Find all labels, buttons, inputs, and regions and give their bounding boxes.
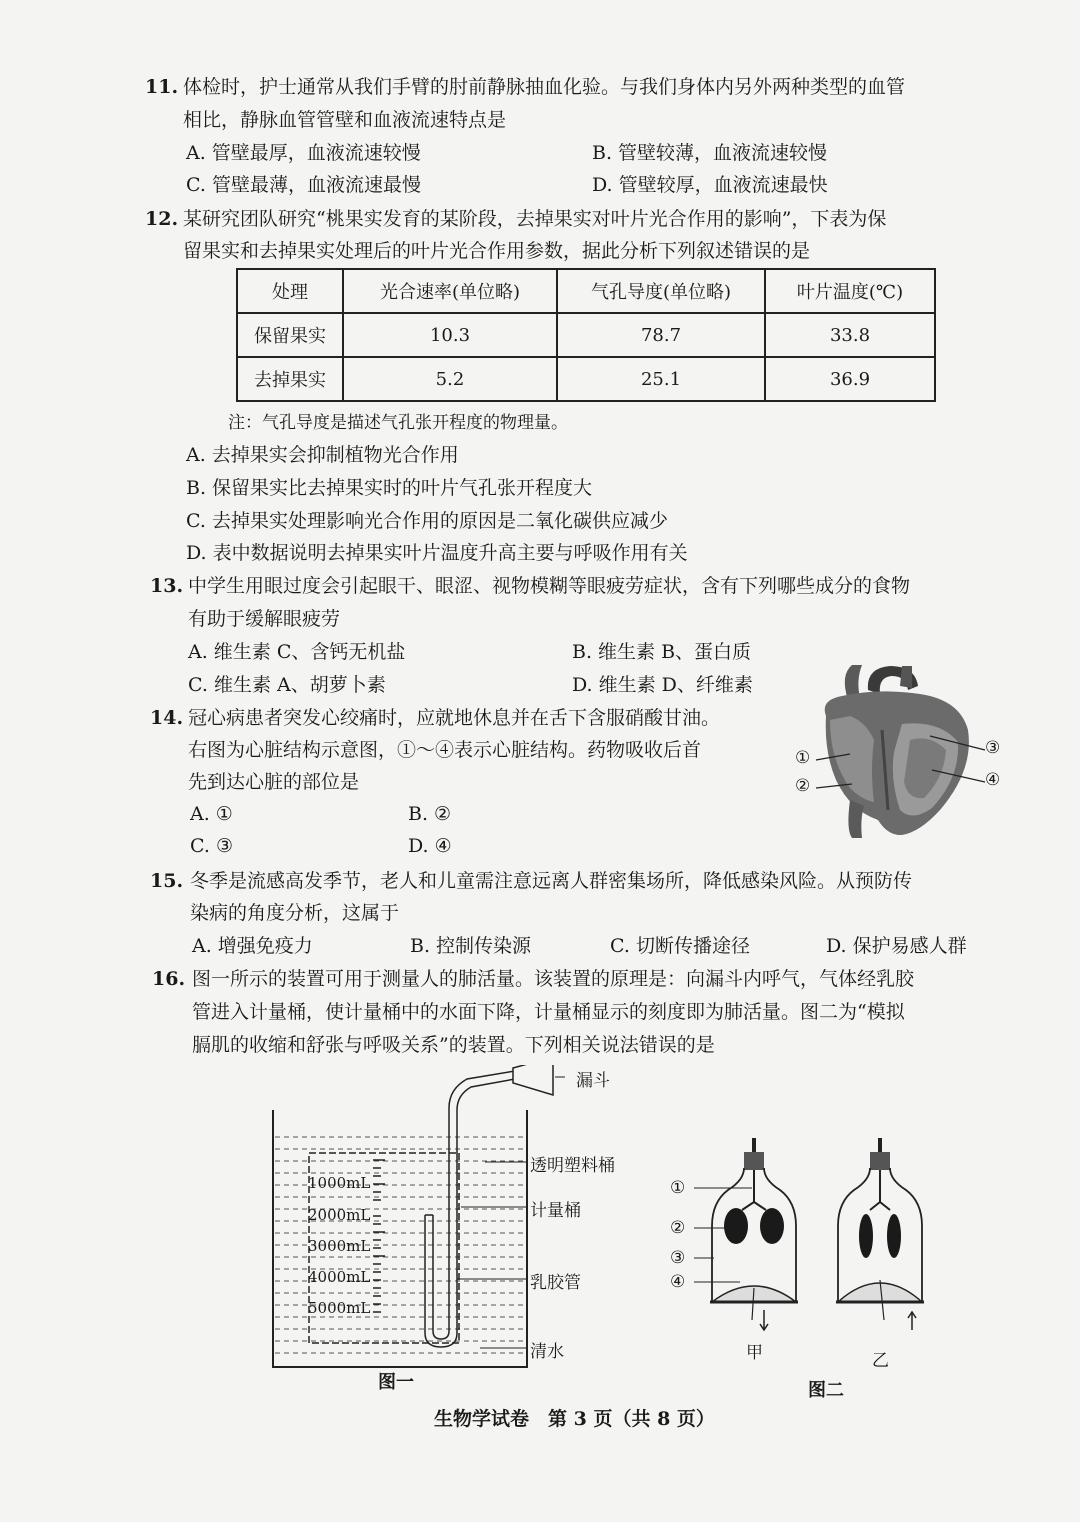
- q12-stem-line2: 留果实和去掉果实处理后的叶片光合作用参数，据此分析下列叙述错误的是: [183, 240, 811, 262]
- fig2-yi-label: 乙: [872, 1351, 889, 1371]
- table-cell: 33.8: [765, 313, 935, 357]
- q11-stem-line1: 体检时，护士通常从我们手臂的肘前静脉抽血化验。与我们身体内另外两种类型的血管: [183, 76, 906, 98]
- q16-stem-line3: 膈肌的收缩和舒张与呼吸关系”的装置。下列相关说法错误的是: [192, 1034, 715, 1056]
- q15-number: 15.: [150, 870, 184, 892]
- q13-number: 13.: [150, 575, 184, 597]
- q14-number: 14.: [150, 707, 184, 729]
- q15-option-b: B. 控制传染源: [410, 935, 532, 957]
- heart-illustration: [825, 665, 969, 838]
- fig2-label-2: ②: [670, 1218, 686, 1238]
- q15-option-a: A. 增强免疫力: [192, 935, 313, 957]
- table-header-cell: 叶片温度(℃): [765, 269, 935, 313]
- heart-diagram: [790, 660, 1010, 840]
- table-row: [237, 357, 935, 401]
- table-row: [237, 313, 935, 357]
- q12-option-a: A. 去掉果实会抑制植物光合作用: [186, 444, 459, 466]
- bucket-label: 透明塑料桶: [530, 1156, 615, 1176]
- scale-2000: 2000mL: [308, 1206, 371, 1224]
- q15-option-d: D. 保护易感人群: [826, 935, 967, 957]
- table-cell: 10.3: [343, 313, 557, 357]
- q12-option-b: B. 保留果实比去掉果实时的叶片气孔张开程度大: [186, 477, 593, 499]
- scale-4000: 4000mL: [308, 1268, 371, 1286]
- q12-stem-line1: 某研究团队研究“桃果实发育的某阶段，去掉果实对叶片光合作用的影响”，下表为保: [183, 208, 887, 230]
- page-footer: 生物学试卷 第 3 页（共 8 页）: [434, 1408, 715, 1430]
- table-header-cell: 光合速率(单位略): [343, 269, 557, 313]
- q14-stem-line1: 冠心病患者突发心绞痛时，应就地休息并在舌下含服硝酸甘油。: [188, 707, 721, 729]
- q14-stem-line3: 先到达心脏的部位是: [188, 771, 360, 793]
- table-cell: 保留果实: [237, 313, 343, 357]
- q14-option-c: C. ③: [190, 835, 233, 857]
- jar-yi: [836, 1138, 924, 1330]
- jar-jia: [710, 1138, 798, 1330]
- table-cell: 78.7: [557, 313, 765, 357]
- q15-stem-line2: 染病的角度分析，这属于: [190, 902, 400, 924]
- scale-1000: 1000mL: [308, 1174, 371, 1192]
- tube-label: 乳胶管: [530, 1273, 581, 1293]
- q14-option-d: D. ④: [408, 835, 452, 857]
- fig2-label-3: ③: [670, 1248, 686, 1268]
- q11-option-c: C. 管壁最薄，血液流速最慢: [186, 174, 421, 196]
- table-cell: 25.1: [557, 357, 765, 401]
- q13-option-a: A. 维生素 C、含钙无机盐: [188, 641, 406, 663]
- table-header-row: [237, 269, 935, 313]
- q13-option-c: C. 维生素 A、胡萝卜素: [188, 674, 386, 696]
- fig2-jia-label: 甲: [746, 1343, 763, 1363]
- fig2-label-4: ④: [670, 1272, 686, 1292]
- table-cell: 5.2: [343, 357, 557, 401]
- q13-option-b: B. 维生素 B、蛋白质: [572, 641, 752, 663]
- funnel-shape: [513, 1065, 553, 1095]
- q12-table-note: 注：气孔导度是描述气孔张开程度的物理量。: [228, 413, 568, 433]
- scale-3000: 3000mL: [308, 1237, 371, 1255]
- scale-5000: 5000mL: [308, 1299, 371, 1317]
- heart-label-2: ②: [795, 776, 811, 796]
- q16-stem-line1: 图一所示的装置可用于测量人的肺活量。该装置的原理是：向漏斗内呼气，气体经乳胶: [192, 968, 915, 990]
- funnel-label: 漏斗: [576, 1071, 610, 1091]
- heart-label-4: ④: [985, 770, 1001, 790]
- q13-option-d: D. 维生素 D、纤维素: [572, 674, 753, 696]
- q16-stem-line2: 管进入计量桶，使计量桶中的水面下降，计量桶显示的刻度即为肺活量。图二为“模拟: [192, 1001, 905, 1023]
- fig2-label-1: ①: [670, 1178, 686, 1198]
- q11-number: 11.: [145, 76, 179, 98]
- q12-option-c: C. 去掉果实处理影响光合作用的原因是二氧化碳供应减少: [186, 510, 668, 532]
- heart-label-1: ①: [795, 748, 811, 768]
- q13-stem-line1: 中学生用眼过度会引起眼干、眼涩、视物模糊等眼疲劳症状，含有下列哪些成分的食物: [188, 575, 911, 597]
- q11-option-a: A. 管壁最厚，血液流速较慢: [186, 142, 421, 164]
- q12-data-table: [236, 268, 936, 402]
- bell-jar-diagram: [680, 1130, 940, 1350]
- table-header-cell: 处理: [237, 269, 343, 313]
- q13-stem-line2: 有助于缓解眼疲劳: [188, 608, 341, 630]
- q11-option-b: B. 管壁较薄，血液流速较慢: [592, 142, 828, 164]
- table-cell: 36.9: [765, 357, 935, 401]
- fig2-caption: 图二: [808, 1380, 844, 1401]
- q11-option-d: D. 管壁较厚，血液流速最快: [592, 174, 828, 196]
- q15-stem-line1: 冬季是流感高发季节，老人和儿童需注意远离人群密集场所，降低感染风险。从预防传: [190, 870, 913, 892]
- q15-option-c: C. 切断传播途径: [610, 935, 750, 957]
- q11-stem-line2: 相比，静脉血管管壁和血液流速特点是: [183, 109, 507, 131]
- q12-option-d: D. 表中数据说明去掉果实叶片温度升高主要与呼吸作用有关: [186, 542, 688, 564]
- fig1-caption: 图一: [378, 1372, 414, 1393]
- table-header-cell: 气孔导度(单位略): [557, 269, 765, 313]
- q16-number: 16.: [152, 968, 186, 990]
- q12-number: 12.: [145, 208, 179, 230]
- q14-option-b: B. ②: [408, 803, 452, 825]
- table-cell: 去掉果实: [237, 357, 343, 401]
- meter-label: 计量桶: [530, 1201, 581, 1221]
- water-label: 清水: [530, 1342, 564, 1362]
- q14-option-a: A. ①: [190, 803, 233, 825]
- q14-stem-line2: 右图为心脏结构示意图，①～④表示心脏结构。药物吸收后首: [188, 739, 702, 761]
- heart-label-3: ③: [985, 738, 1001, 758]
